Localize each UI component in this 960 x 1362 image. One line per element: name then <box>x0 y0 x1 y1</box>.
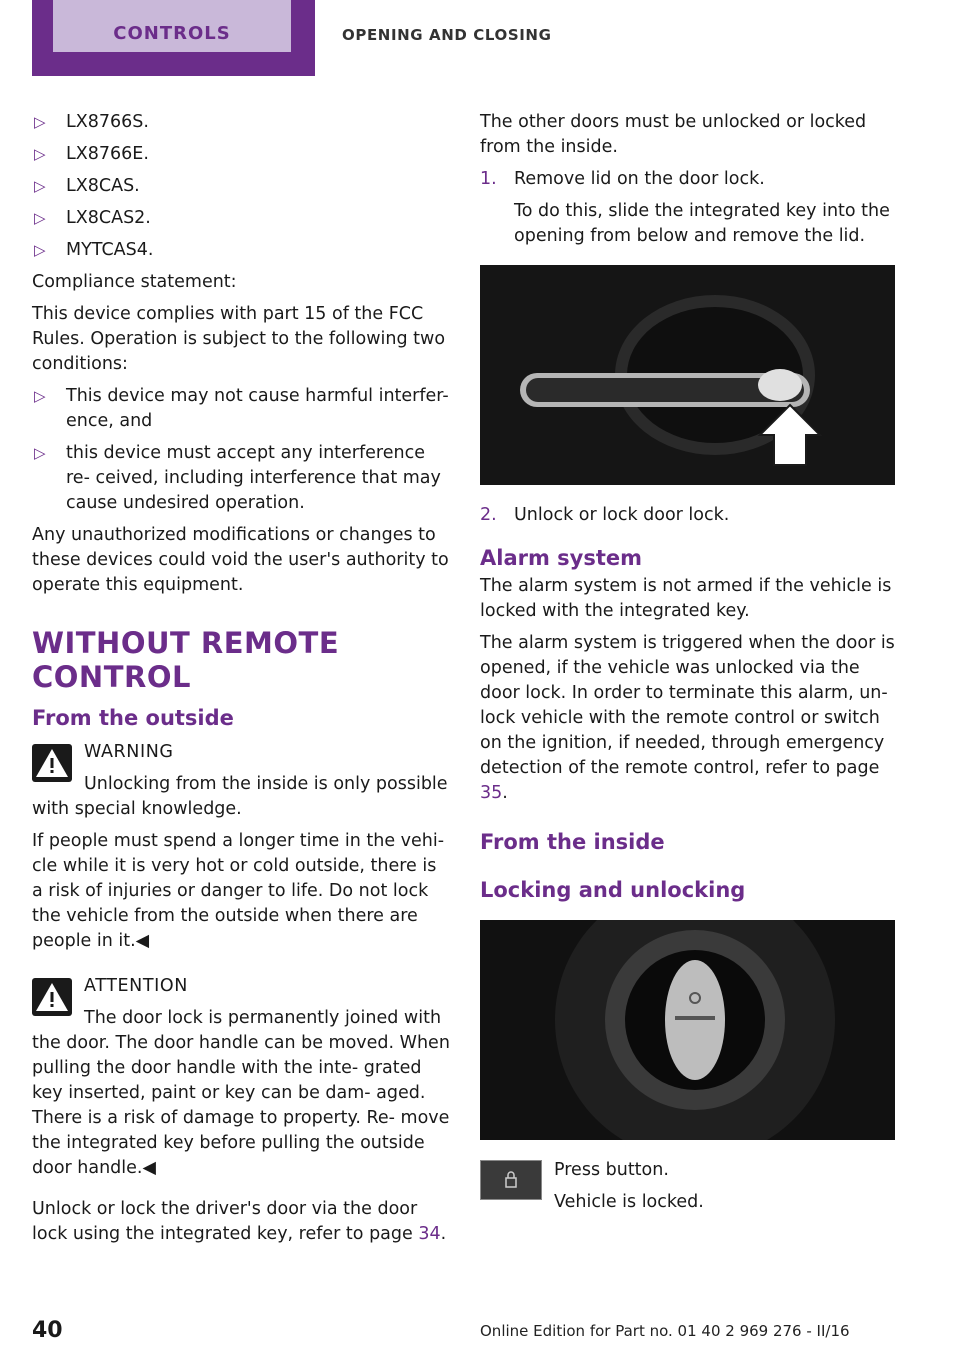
unlock-paragraph: Unlock or lock the driver's door via the door lock using the integrated key, refer to page 34. <box>32 1199 447 1244</box>
warning-icon <box>32 978 72 1016</box>
triangle-bullet-icon: ▷ <box>34 177 46 195</box>
alarm-paragraph-2: The alarm system is triggered when the door is opened, if the vehicle was unlocked via the door lock. In order to terminate this alarm, un- lock vehicle with the remote control or switch on the ignition, if needed, through emergency detection of the remote control, refer to page 35. <box>480 633 895 803</box>
button-instruction <box>480 1158 898 1228</box>
lock-button-icon <box>480 1160 542 1200</box>
triangle-bullet-icon: ▷ <box>34 113 46 131</box>
list-item: ▷ MYTCAS4. <box>32 238 450 263</box>
step-item: 1. Remove lid on the door lock. To do this, slide the integrated key into the opening from below and remove the lid. <box>480 169 890 246</box>
list-item: ▷ LX8CAS2. <box>32 206 450 231</box>
triangle-bullet-icon: ▷ <box>34 444 46 462</box>
triangle-bullet-icon: ▷ <box>34 241 46 259</box>
step-number: 1. <box>480 169 497 189</box>
attention-block <box>32 974 450 1181</box>
warning-icon <box>32 744 72 782</box>
warning-block <box>32 740 450 822</box>
compliance-text: This device complies with part 15 of the FCC Rules. Operation is subject to the following two conditions: <box>32 304 446 374</box>
list-item: ▷ LX8766E. <box>32 142 450 167</box>
modifications-text: Any unauthorized modifications or changes to these devices could void the user's authority to operate this equipment. <box>32 525 449 595</box>
attention-body: The door lock is permanently joined with the door. The door handle can be moved. When pulling the door handle with the inte- grated key inserted, paint or key can be dam- aged. There is a risk of damage to property. Re- move the integrated key before pulling the outside door handle.◀ <box>32 1008 450 1178</box>
list-item: ▷ LX8CAS. <box>32 174 450 199</box>
list-item: ▷ this device must accept any interference re- ceived, including interference that may cause undesired operation. <box>34 443 441 513</box>
left-column <box>32 110 450 1254</box>
alarm-title: Alarm system <box>480 546 643 570</box>
section-tab-label: OPENING AND CLOSING <box>342 26 552 44</box>
page-header <box>0 0 960 76</box>
subsection-title: From the outside <box>32 706 234 730</box>
press-button-text: Press button. <box>554 1160 669 1180</box>
compliance-label: Compliance statement: <box>32 272 237 292</box>
attention-title: ATTENTION <box>84 976 188 996</box>
alarm-paragraph-1: The alarm system is not armed if the vehicle is locked with the integrated key. <box>480 576 892 621</box>
edition-footer: Online Edition for Part no. 01 40 2 969 276 - II/16 <box>480 1322 850 1340</box>
warning-title: WARNING <box>84 742 174 762</box>
inside-title: From the inside <box>480 830 665 854</box>
page-reference-link[interactable]: 35 <box>480 783 503 803</box>
list-item: ▷ LX8766S. <box>32 110 450 135</box>
warning-body-continued: If people must spend a longer time in the vehi- cle while it is very hot or cold outside, there is a risk of injuries or danger to life. Do not lock the vehicle from the outside when there are people in it.◀ <box>32 831 445 951</box>
door-handle-photo <box>480 265 895 485</box>
chapter-tab <box>32 0 315 76</box>
right-column <box>480 110 898 1228</box>
intro-text: The other doors must be unlocked or locked from the inside. <box>480 112 867 157</box>
step-item: 2. Unlock or lock door lock. <box>480 503 898 528</box>
warning-body: Unlocking from the inside is only possible with special knowledge. <box>32 774 448 819</box>
lock-button-photo <box>480 920 895 1140</box>
locking-title: Locking and unlocking <box>480 878 746 902</box>
list-item: ▷ This device may not cause harmful interfer- ence, and <box>34 386 449 431</box>
chapter-tab-label: CONTROLS <box>53 0 291 52</box>
section-title: WITHOUT REMOTE CONTROL <box>32 626 340 694</box>
vehicle-locked-text: Vehicle is locked. <box>554 1192 704 1212</box>
triangle-bullet-icon: ▷ <box>34 387 46 405</box>
triangle-bullet-icon: ▷ <box>34 145 46 163</box>
page-number: 40 <box>32 1318 63 1343</box>
step-number: 2. <box>480 505 497 525</box>
triangle-bullet-icon: ▷ <box>34 209 46 227</box>
page-reference-link[interactable]: 34 <box>418 1224 441 1244</box>
